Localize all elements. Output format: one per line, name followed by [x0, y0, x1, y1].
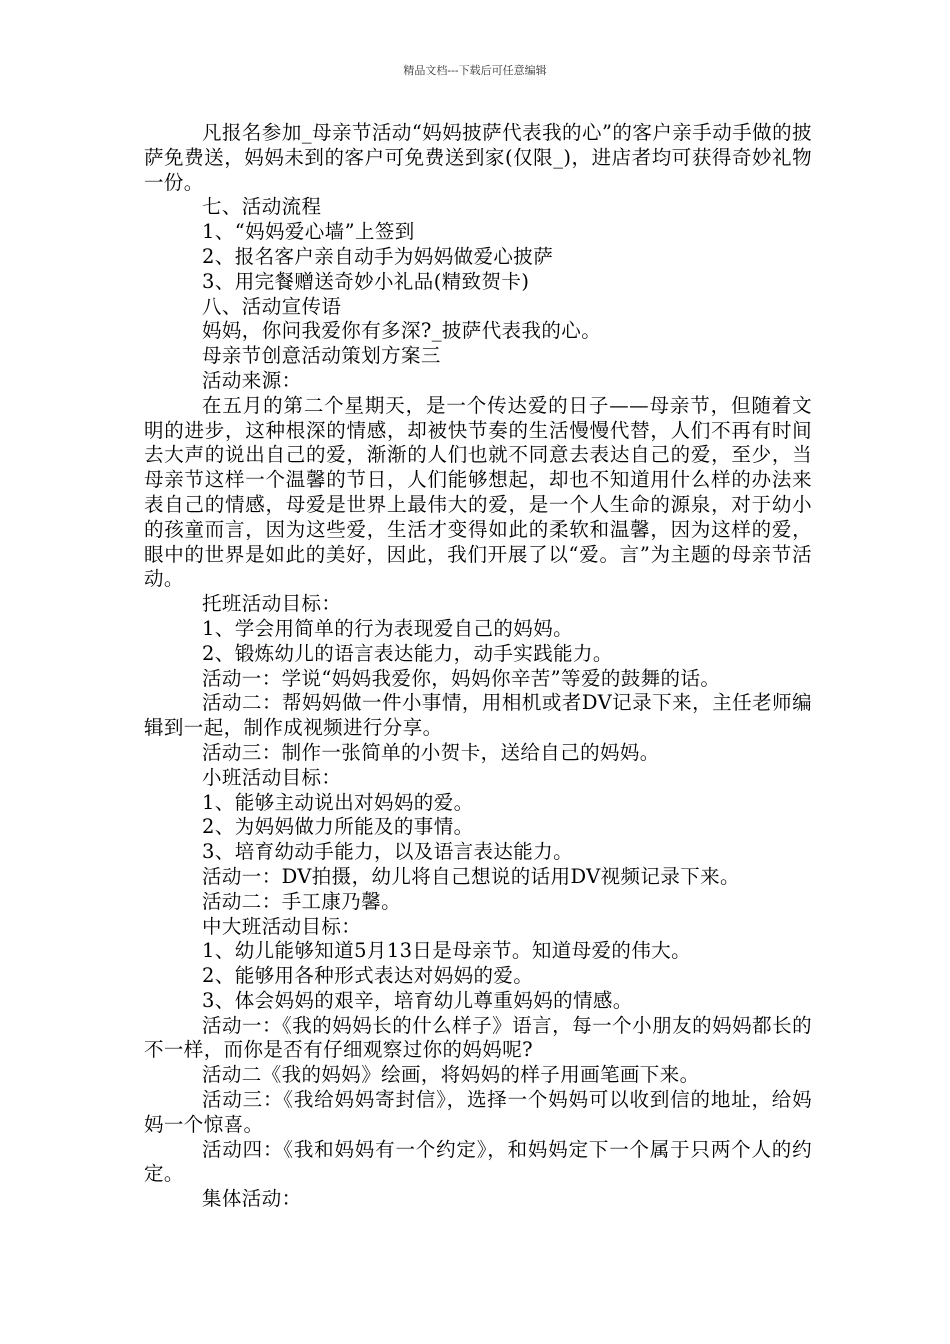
paragraph: 凡报名参加_母亲节活动“妈妈披萨代表我的心”的客户亲手动手做的披萨免费送，妈妈未到的客户可免费送到家(仅限_)，进店者均可获得奇妙礼物一份。	[144, 121, 812, 194]
list-item: 1、“妈妈爱心墙”上签到	[202, 220, 415, 244]
list-item: 活动一：学说“妈妈我爱你，妈妈你辛苦”等爱的鼓舞的话。	[202, 666, 721, 690]
list-item: 2、为妈妈做力所能及的事情。	[202, 815, 474, 839]
section-heading: 中大班活动目标：	[202, 914, 362, 938]
list-item: 1、幼儿能够知道5月13日是母亲节。知道母爱的伟大。	[202, 939, 692, 963]
section-heading: 八、活动宣传语	[202, 294, 342, 318]
list-item: 活动三：制作一张简单的小贺卡，送给自己的妈妈。	[202, 740, 660, 764]
list-item: 2、报名客户亲自动手为妈妈做爱心披萨	[202, 244, 554, 268]
list-item: 活动一：《我的妈妈长的什么样子》语言，每一个小朋友的妈妈都长的不一样，而你是否有仔细观察过你的妈妈呢?	[144, 1013, 812, 1062]
section-heading: 集体活动：	[202, 1187, 302, 1211]
section-heading: 小班活动目标：	[202, 765, 342, 789]
section-heading: 七、活动流程	[202, 195, 322, 219]
paragraph: 妈妈，你问我爱你有多深?_披萨代表我的心。	[202, 319, 602, 343]
list-item: 活动二：帮妈妈做一件小事情，用相机或者DV记录下来，主任老师编辑到一起，制作成视频进行分享。	[144, 691, 812, 740]
section-heading: 母亲节创意活动策划方案三	[202, 344, 441, 368]
list-item: 活动二：手工康乃馨。	[202, 889, 402, 913]
section-heading: 活动来源：	[202, 368, 302, 392]
list-item: 1、学会用简单的行为表现爱自己的妈妈。	[202, 616, 574, 640]
list-item: 3、用完餐赠送奇妙小礼品(精致贺卡)	[202, 269, 530, 293]
paragraph: 在五月的第二个星期天，是一个传达爱的日子——母亲节，但随着文明的进步，这种根深的情感，却被快节奏的生活慢慢代替，人们不再有时间去大声的说出自己的爱，渐渐的人们也就不同意去表达自己的爱，至少，当母亲节这样一个温馨的节日，人们能够想起，却也不知道用什么样的办法来表自己的情感，母爱是世界上最伟大的爱，是一个人生命的源泉，对于幼小的孩童而言，因为这些爱，生活才变得如此的柔软和温馨，因为这样的爱，眼中的世界是如此的美好，因此，我们开展了以“爱。言”为主题的母亲节活动。	[144, 393, 812, 591]
list-item: 活动四：《我和妈妈有一个约定》，和妈妈定下一个属于只两个人的约定。	[144, 1137, 812, 1186]
list-item: 3、体会妈妈的艰辛，培育幼儿尊重妈妈的情感。	[202, 988, 633, 1012]
list-item: 2、锻炼幼儿的语言表达能力，动手实践能力。	[202, 641, 613, 665]
list-item: 活动一：DV拍摄，幼儿将自己想说的话用DV视频记录下来。	[202, 864, 740, 888]
list-item: 3、培育幼动手能力，以及语言表达能力。	[202, 840, 574, 864]
page-header: 精品文档---下载后可任意编辑	[403, 64, 547, 77]
list-item: 活动二《我的妈妈》绘画，将妈妈的样子用画笔画下来。	[202, 1063, 700, 1087]
section-heading: 托班活动目标：	[202, 592, 342, 616]
document-body	[144, 121, 812, 1212]
list-item: 活动三：《我给妈妈寄封信》，选择一个妈妈可以收到信的地址，给妈妈一个惊喜。	[144, 1088, 812, 1136]
list-item: 2、能够用各种形式表达对妈妈的爱。	[202, 964, 534, 988]
list-item: 1、能够主动说出对妈妈的爱。	[202, 790, 474, 814]
